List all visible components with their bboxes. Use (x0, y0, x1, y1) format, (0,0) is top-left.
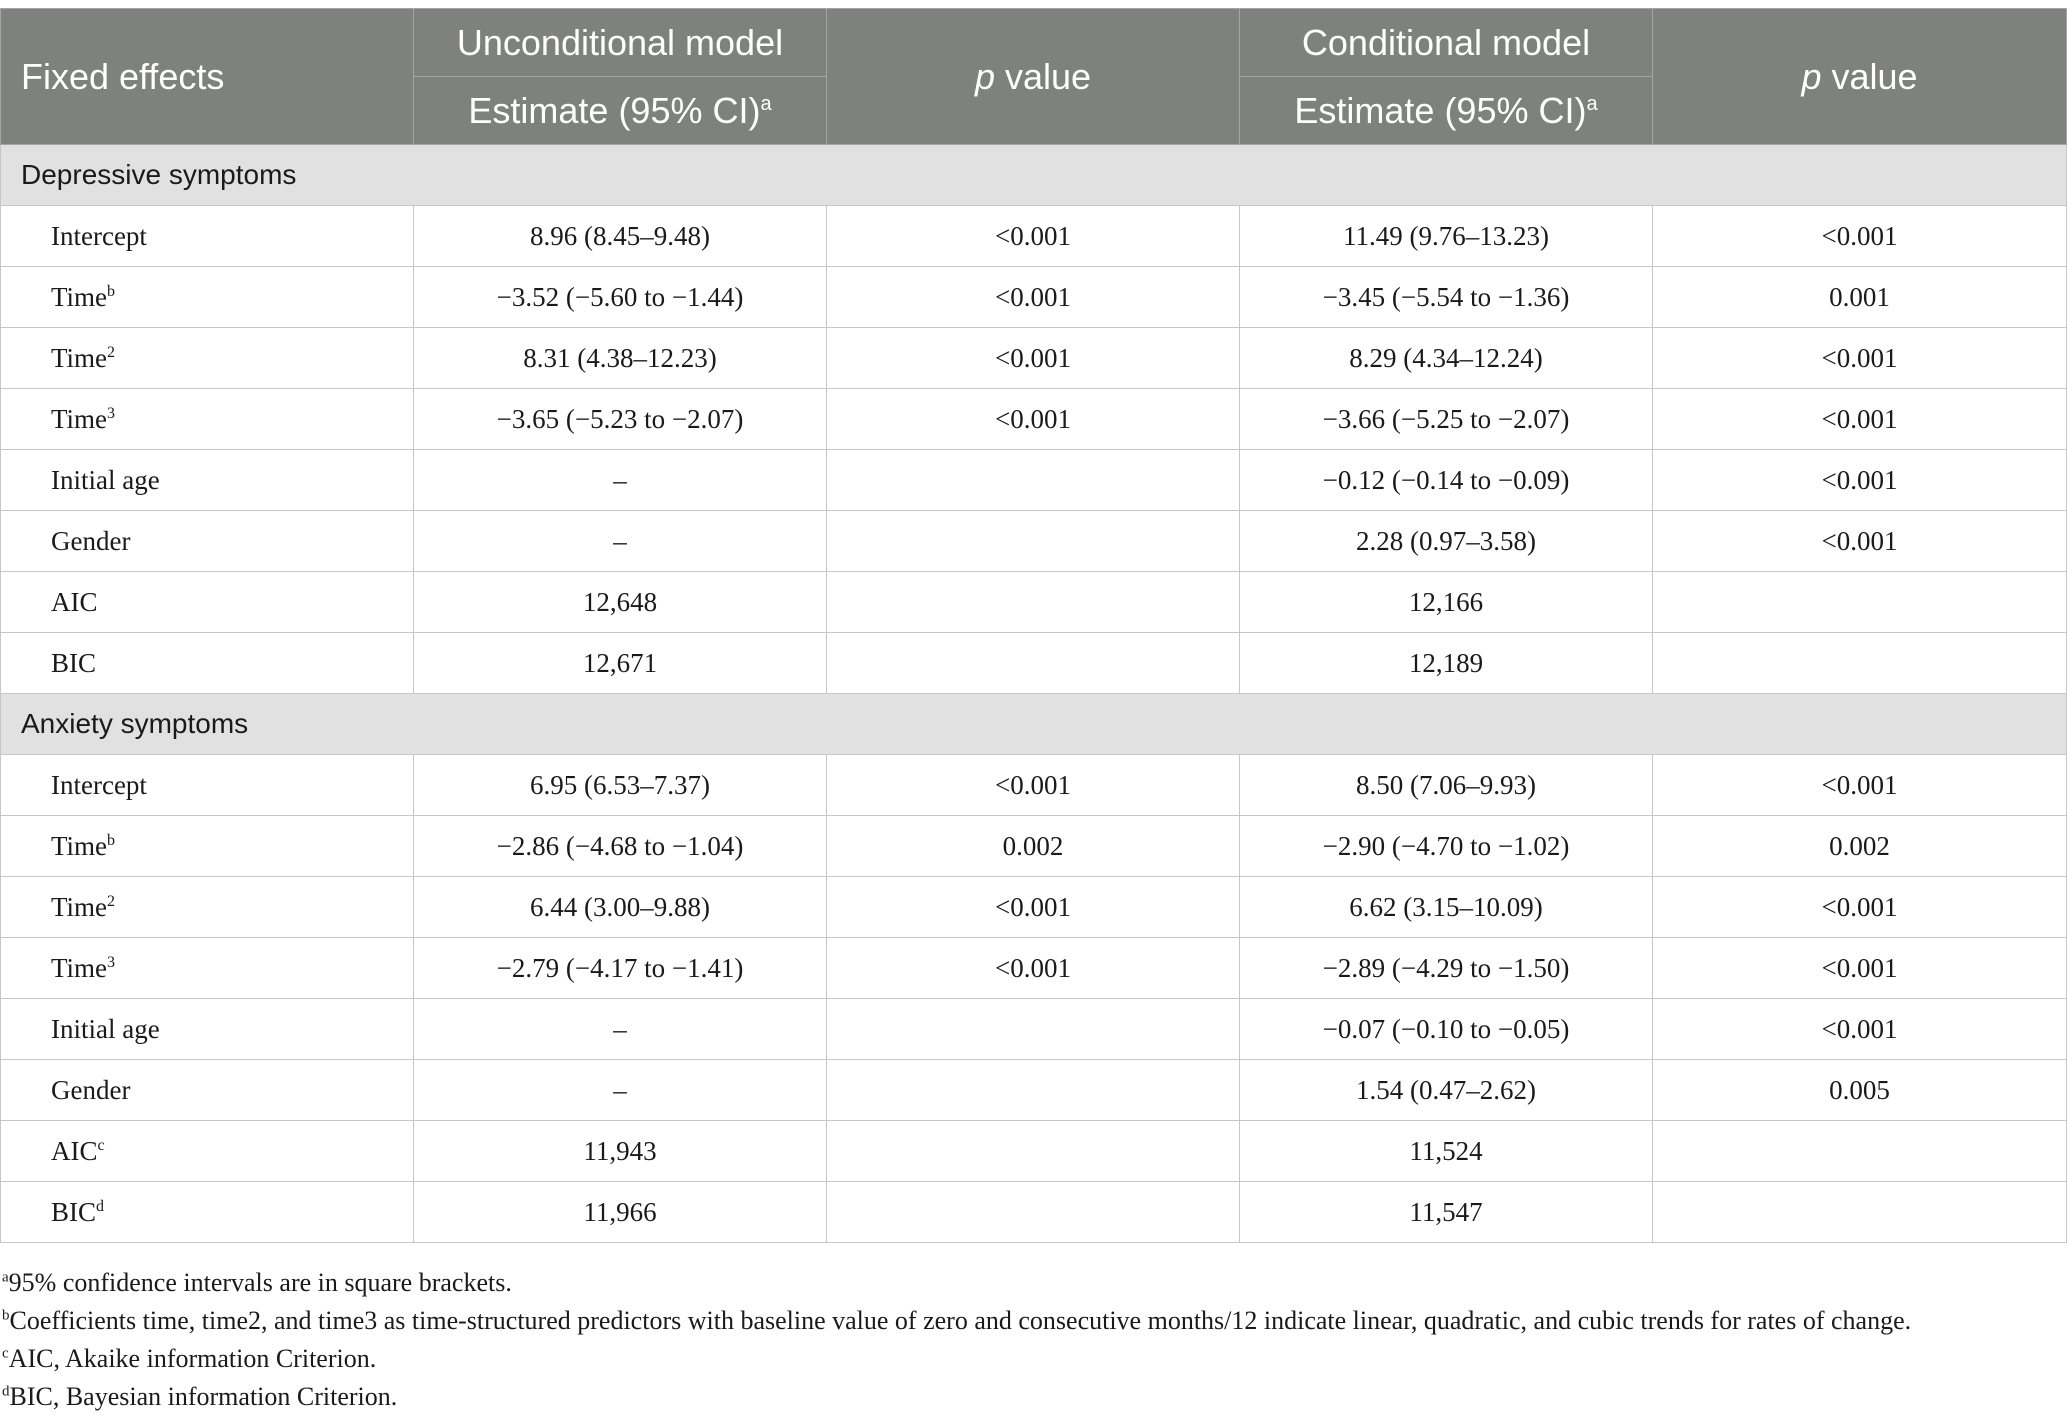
footnote-text: BIC, Bayesian information Criterion. (9, 1382, 398, 1411)
unconditional-p-value-cell (827, 999, 1240, 1060)
conditional-p-value-cell: <0.001 (1653, 450, 2067, 511)
section-title: Anxiety symptoms (1, 694, 2067, 755)
row-label-superscript: d (96, 1197, 105, 1215)
conditional-p-value-cell: <0.001 (1653, 328, 2067, 389)
conditional-estimate-cell: 8.50 (7.06–9.93) (1240, 755, 1653, 816)
conditional-estimate-cell: 11,524 (1240, 1121, 1653, 1182)
table-row (1, 328, 2067, 389)
footnote-mark: d (2, 1383, 10, 1400)
row-label (1, 877, 414, 938)
conditional-estimate-cell: 12,166 (1240, 572, 1653, 633)
footnote (2, 1340, 2062, 1378)
table-container (0, 8, 2067, 1243)
unconditional-p-value-cell (827, 511, 1240, 572)
row-label-text: AIC (51, 586, 98, 617)
conditional-p-value-cell: 0.001 (1653, 267, 2067, 328)
row-label-superscript: b (107, 831, 116, 849)
unconditional-estimate-cell: 12,648 (414, 572, 827, 633)
row-label-superscript: 3 (107, 404, 116, 422)
header-p-value-unconditional (827, 9, 1240, 145)
conditional-estimate-cell: 1.54 (0.47–2.62) (1240, 1060, 1653, 1121)
row-label (1, 511, 414, 572)
table-row (1, 877, 2067, 938)
estimate-label: Estimate (95% CI) (468, 89, 761, 131)
unconditional-p-value-cell: <0.001 (827, 938, 1240, 999)
conditional-p-value-cell: <0.001 (1653, 999, 2067, 1060)
footnote (2, 1302, 2062, 1340)
row-label-text: BIC (51, 647, 97, 678)
p-italic: p (974, 55, 995, 97)
p-value-text: value (994, 55, 1092, 97)
conditional-p-value-cell: <0.001 (1653, 755, 2067, 816)
row-label-superscript: 2 (107, 343, 116, 361)
conditional-estimate-cell: −2.90 (−4.70 to −1.02) (1240, 816, 1653, 877)
conditional-estimate-cell: 2.28 (0.97–3.58) (1240, 511, 1653, 572)
conditional-estimate-cell: 8.29 (4.34–12.24) (1240, 328, 1653, 389)
conditional-estimate-cell: −2.89 (−4.29 to −1.50) (1240, 938, 1653, 999)
row-label-text: Time (51, 891, 108, 922)
unconditional-p-value-cell: 0.002 (827, 816, 1240, 877)
row-label-text: AIC (51, 1135, 98, 1166)
row-label-text: Initial age (51, 1013, 160, 1044)
conditional-estimate-cell: −3.45 (−5.54 to −1.36) (1240, 267, 1653, 328)
row-label (1, 938, 414, 999)
row-label-superscript: b (107, 282, 116, 300)
row-label (1, 572, 414, 633)
unconditional-p-value-cell: <0.001 (827, 328, 1240, 389)
footnote-text: Coefficients time, time2, and time3 as time-structured predictors with baseline value of zero and consecutive months/12 indicate linear, quadratic, and cubic trends for rates of change. (9, 1306, 1912, 1335)
table-row (1, 511, 2067, 572)
unconditional-estimate-cell: 11,943 (414, 1121, 827, 1182)
header-unconditional-model: Unconditional model (414, 9, 827, 77)
row-label (1, 389, 414, 450)
header-fixed-effects: Fixed effects (1, 9, 414, 145)
unconditional-p-value-cell (827, 450, 1240, 511)
conditional-estimate-cell: 11.49 (9.76–13.23) (1240, 206, 1653, 267)
header-p-value-conditional (1653, 9, 2067, 145)
table-row (1, 1121, 2067, 1182)
unconditional-estimate-cell: −2.86 (−4.68 to −1.04) (414, 816, 827, 877)
row-label-text: Gender (51, 1074, 131, 1105)
conditional-p-value-cell: <0.001 (1653, 877, 2067, 938)
header-conditional-model: Conditional model (1240, 9, 1653, 77)
unconditional-estimate-cell: – (414, 450, 827, 511)
header-estimate-unconditional (414, 77, 827, 145)
row-label-text: Intercept (51, 220, 147, 251)
conditional-p-value-cell (1653, 1182, 2067, 1243)
conditional-p-value-cell: 0.002 (1653, 816, 2067, 877)
unconditional-estimate-cell: – (414, 1060, 827, 1121)
unconditional-estimate-cell: −2.79 (−4.17 to −1.41) (414, 938, 827, 999)
row-label (1, 1060, 414, 1121)
table-row (1, 267, 2067, 328)
p-italic: p (1801, 55, 1822, 97)
footnote-mark: b (2, 1307, 10, 1324)
row-label (1, 450, 414, 511)
conditional-p-value-cell: <0.001 (1653, 511, 2067, 572)
conditional-p-value-cell (1653, 1121, 2067, 1182)
row-label-text: Time (51, 952, 108, 983)
unconditional-p-value-cell: <0.001 (827, 755, 1240, 816)
table-header (1, 9, 2067, 145)
unconditional-estimate-cell: – (414, 999, 827, 1060)
row-label (1, 1121, 414, 1182)
unconditional-p-value-cell (827, 1182, 1240, 1243)
unconditional-p-value-cell (827, 572, 1240, 633)
row-label-superscript: 2 (107, 892, 116, 910)
conditional-estimate-cell: 11,547 (1240, 1182, 1653, 1243)
row-label (1, 328, 414, 389)
conditional-p-value-cell: <0.001 (1653, 206, 2067, 267)
unconditional-p-value-cell (827, 1121, 1240, 1182)
footnote-marker: a (1586, 92, 1598, 115)
header-estimate-conditional (1240, 77, 1653, 145)
row-label-superscript: c (97, 1136, 105, 1154)
conditional-estimate-cell: −0.07 (−0.10 to −0.05) (1240, 999, 1653, 1060)
unconditional-estimate-cell: 8.31 (4.38–12.23) (414, 328, 827, 389)
table-row (1, 816, 2067, 877)
unconditional-estimate-cell: 12,671 (414, 633, 827, 694)
row-label-text: Gender (51, 525, 131, 556)
footnote-text: AIC, Akaike information Criterion. (8, 1344, 377, 1373)
unconditional-estimate-cell: 6.95 (6.53–7.37) (414, 755, 827, 816)
unconditional-estimate-cell: – (414, 511, 827, 572)
footnote (2, 1378, 2062, 1416)
row-label-text: BIC (51, 1196, 97, 1227)
row-label (1, 816, 414, 877)
unconditional-estimate-cell: −3.65 (−5.23 to −2.07) (414, 389, 827, 450)
conditional-estimate-cell: 6.62 (3.15–10.09) (1240, 877, 1653, 938)
unconditional-estimate-cell: 6.44 (3.00–9.88) (414, 877, 827, 938)
conditional-p-value-cell: <0.001 (1653, 389, 2067, 450)
unconditional-p-value-cell: <0.001 (827, 877, 1240, 938)
row-label-superscript: 3 (107, 953, 116, 971)
row-label-text: Time (51, 281, 108, 312)
table-row (1, 450, 2067, 511)
row-label (1, 755, 414, 816)
table-row (1, 1060, 2067, 1121)
unconditional-p-value-cell (827, 633, 1240, 694)
conditional-estimate-cell: 12,189 (1240, 633, 1653, 694)
conditional-p-value-cell: 0.005 (1653, 1060, 2067, 1121)
footnote-text: 95% confidence intervals are in square brackets. (8, 1268, 512, 1297)
row-label-text: Intercept (51, 769, 147, 800)
row-label-text: Time (51, 342, 108, 373)
table-row (1, 755, 2067, 816)
row-label (1, 633, 414, 694)
table-row (1, 633, 2067, 694)
conditional-p-value-cell: <0.001 (1653, 938, 2067, 999)
conditional-estimate-cell: −3.66 (−5.25 to −2.07) (1240, 389, 1653, 450)
row-label-text: Initial age (51, 464, 160, 495)
unconditional-estimate-cell: 8.96 (8.45–9.48) (414, 206, 827, 267)
row-label (1, 999, 414, 1060)
table-footnotes (2, 1264, 2062, 1416)
footnote (2, 1264, 2062, 1302)
row-label-text: Time (51, 830, 108, 861)
row-label (1, 1182, 414, 1243)
fixed-effects-table (0, 8, 2067, 1243)
table-row (1, 999, 2067, 1060)
section-row (1, 145, 2067, 206)
conditional-p-value-cell (1653, 633, 2067, 694)
section-title: Depressive symptoms (1, 145, 2067, 206)
section-row (1, 694, 2067, 755)
table-row (1, 389, 2067, 450)
unconditional-estimate-cell: −3.52 (−5.60 to −1.44) (414, 267, 827, 328)
unconditional-p-value-cell (827, 1060, 1240, 1121)
table-row (1, 1182, 2067, 1243)
row-label (1, 267, 414, 328)
estimate-label: Estimate (95% CI) (1294, 89, 1587, 131)
p-value-text: value (1821, 55, 1918, 97)
footnote-mark: c (2, 1345, 9, 1362)
conditional-estimate-cell: −0.12 (−0.14 to −0.09) (1240, 450, 1653, 511)
table-body (1, 145, 2067, 1243)
row-label-text: Time (51, 403, 108, 434)
table-row (1, 938, 2067, 999)
unconditional-estimate-cell: 11,966 (414, 1182, 827, 1243)
unconditional-p-value-cell: <0.001 (827, 206, 1240, 267)
table-row (1, 572, 2067, 633)
row-label (1, 206, 414, 267)
table-row (1, 206, 2067, 267)
conditional-p-value-cell (1653, 572, 2067, 633)
footnote-marker: a (760, 92, 772, 115)
unconditional-p-value-cell: <0.001 (827, 389, 1240, 450)
footnote-mark: a (2, 1269, 9, 1286)
unconditional-p-value-cell: <0.001 (827, 267, 1240, 328)
